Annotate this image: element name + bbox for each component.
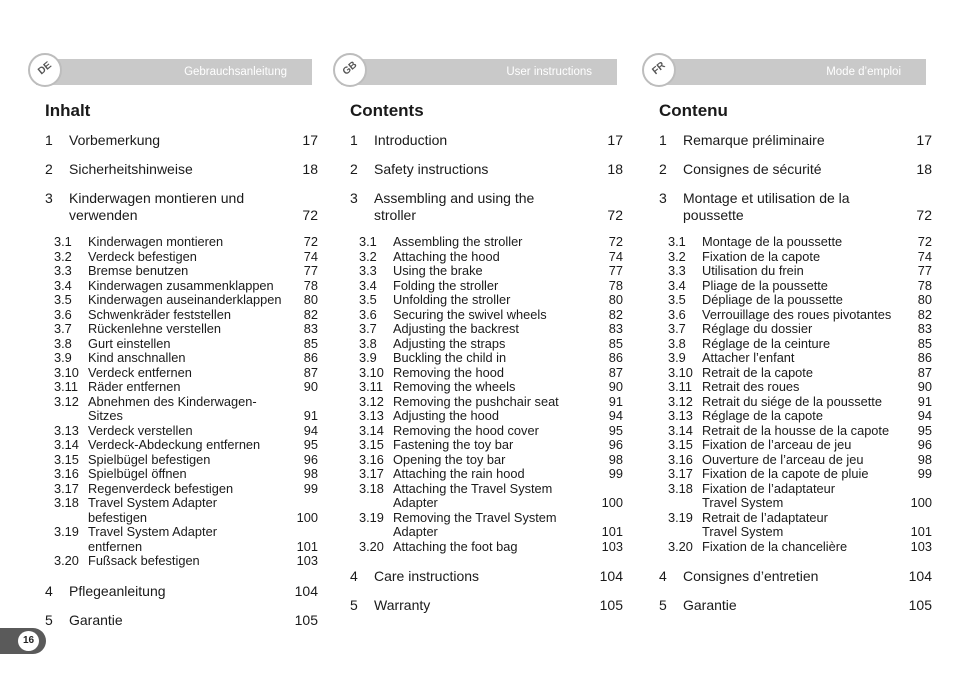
page-number-tab xyxy=(0,628,46,654)
language-bar-de xyxy=(36,59,312,85)
language-bar-gb xyxy=(341,59,617,85)
toc-heading: Contenu xyxy=(659,101,728,120)
language-bar-fr xyxy=(650,59,926,85)
toc-heading: Inhalt xyxy=(45,101,91,120)
language-badge-gb xyxy=(333,53,367,87)
language-label: Mode d’emploi xyxy=(826,66,901,78)
language-label: Gebrauchsanleitung xyxy=(184,66,287,78)
language-code: FR xyxy=(650,59,668,78)
toc-heading: Contents xyxy=(350,101,424,120)
language-code: DE xyxy=(36,59,54,78)
language-code: GB xyxy=(340,59,360,78)
toc-column-gb: GB User instructions Contents 1 Introduction 17 2 Safety instructions 18 3 Assembling and using the stroller 72 3.1 Assembling the stroller 72 3.2 Attaching the hood 74 3.3 Using the brake 77 3.4 Folding the stroller 78 3.5 Unfolding the stroller 80 3.6 Securing the swivel wheels 82 3.7 Adjusting the backrest 83 3.8 Adjusting the straps 85 3.9 Buckling the child in 86 3.10 Removing the hood 87 3.11 Removing the wheels 90 3.12 Removing the pushchair seat 91 3.13 Adjusting the hood 94 3.14 Removing the hood cover 95 3.15 Fastening the toy bar 96 3.16 Opening the toy bar 98 3.17 Attaching the rain hood 99 3.18 Attaching the Travel System Adapter 100 3.19 Removing the Travel System Adapter 101 3.20 Attaching the foot bag 103 4 Care instructions 104 5 Warranty 105 xyxy=(341,59,617,85)
language-badge-fr xyxy=(642,53,676,87)
language-label: User instructions xyxy=(506,66,592,78)
language-badge-de xyxy=(28,53,62,87)
toc-column-fr: FR Mode d’emploi Contenu 1 Remarque préliminaire 17 2 Consignes de sécurité 18 3 Montage et utilisation de la poussette 72 3.1 Montage de la poussette 72 3.2 Fixation de la capote 74 3.3 Utilisation du frein 77 3.4 Pliage de la poussette 78 3.5 Dépliage de la poussette 80 3.6 Verrouillage des roues pivotantes 82 3.7 Réglage du dossier 83 3.8 Réglage de la ceinture 85 3.9 Attacher l’enfant 86 3.10 Retrait de la capote 87 3.11 Retrait des roues 90 3.12 Retrait du siége de la poussette 91 3.13 Réglage de la capote 94 3.14 Retrait de la housse de la capote 95 3.15 Fixation de l’arceau de jeu 96 3.16 Ouverture de l’arceau de jeu 98 3.17 Fixation de la capote de pluie 99 3.18 Fixation de l’adaptateur Travel System 100 3.19 Retrait de l’adaptateur Travel System 101 3.20 Fixation de la chancelière 103 4 Consignes d’entretien 104 5 Garantie 105 xyxy=(650,59,926,85)
toc-column-de: DE Gebrauchsanleitung Inhalt 1 Vorbemerkung 17 2 Sicherheitshinweise 18 3 Kinderwagen montieren und verwenden 72 3.1 Kinderwagen montieren 72 3.2 Verdeck befestigen 74 3.3 Bremse benutzen 77 3.4 Kinderwagen zusammenklappen 78 3.5 Kinderwagen auseinanderklappen 80 3.6 Schwenkräder feststellen 82 3.7 Rückenlehne verstellen 83 3.8 Gurt einstellen 85 3.9 Kind anschnallen 86 3.10 Verdeck entfernen 87 3.11 Räder entfernen 90 3.12 Abnehmen des Kinderwagen- Sitzes 91 3.13 Verdeck verstellen 94 3.14 Verdeck-Abdeckung entfernen 95 3.15 Spielbügel befestigen 96 3.16 Spielbügel öffnen 98 3.17 Regenverdeck befestigen 99 3.18 Travel System Adapter befestigen 100 3.19 Travel System Adapter entfernen 101 3.20 Fußsack befestigen 103 4 Pflegeanleitung 104 5 Garantie 105 xyxy=(36,59,312,85)
page-number: 16 xyxy=(18,631,39,651)
